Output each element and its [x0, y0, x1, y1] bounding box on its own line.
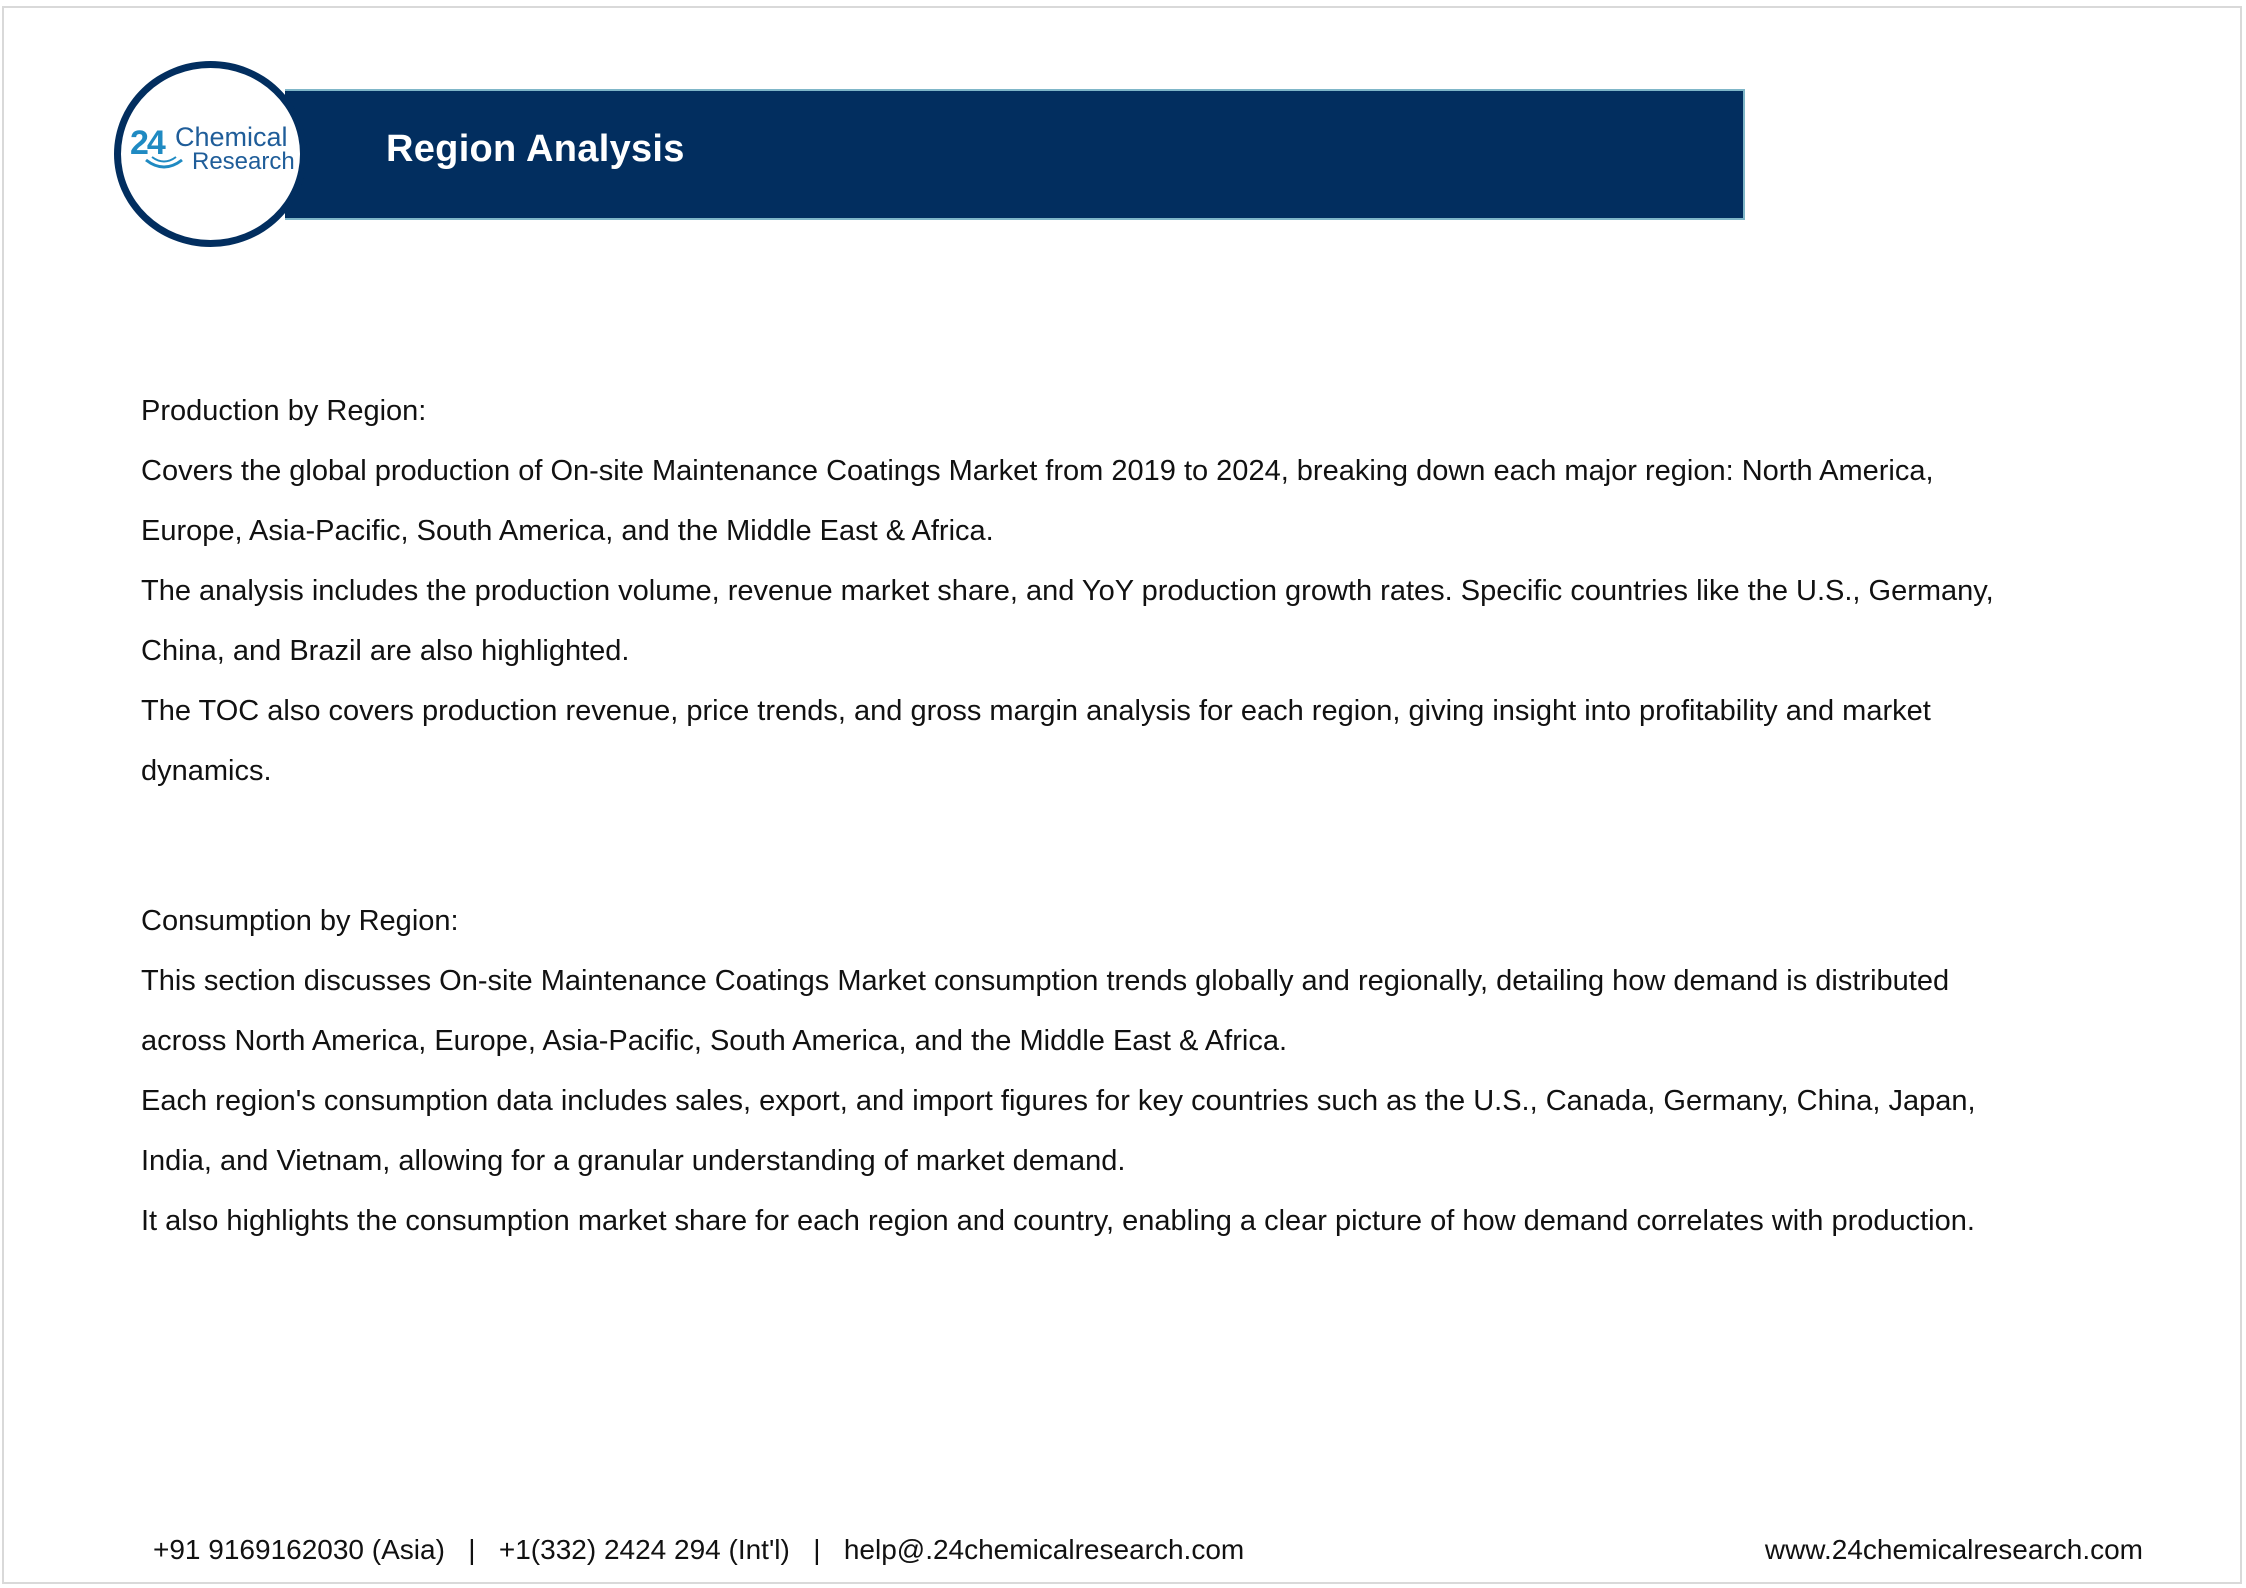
main-content: [141, 381, 2041, 1251]
section-heading: Consumption by Region:: [141, 905, 459, 937]
paragraph: This section discusses On-site Maintenance Coatings Market consumption trends globally and regionally, detailing how demand is distributed across North America, Europe, Asia-Pacific, South America, and the Middle East & Africa.: [141, 965, 1950, 1057]
footer-website-link[interactable]: www.24chemicalresearch.com: [1764, 1534, 2143, 1565]
footer-phone-intl: +1(332) 2424 294 (Int'l): [498, 1534, 790, 1565]
footer-phone-asia: +91 9169162030 (Asia): [153, 1534, 445, 1565]
section-production: [141, 381, 2041, 801]
paragraph: The TOC also covers production revenue, price trends, and gross margin analysis for each region, giving insight into profitability and market dynamics.: [141, 695, 1931, 787]
footer-email-link[interactable]: help@.24chemicalresearch.com: [843, 1534, 1245, 1565]
footer-contact: [153, 1534, 1244, 1566]
page-title: Region Analysis: [386, 128, 685, 170]
footer-separator: |: [468, 1534, 476, 1565]
footer-separator: |: [813, 1534, 821, 1565]
logo-swirl-icon: [144, 154, 184, 172]
logo-word-chemical: Chemical: [175, 122, 288, 152]
paragraph: It also highlights the consumption market share for each region and country, enabling a clear picture of how demand correlates with production.: [141, 1205, 1975, 1237]
section-consumption: [141, 891, 2041, 1251]
section-heading: Production by Region:: [141, 395, 427, 427]
logo-word-research: Research: [192, 148, 295, 175]
logo-number: 24: [130, 124, 164, 162]
paragraph: Covers the global production of On-site Maintenance Coatings Market from 2019 to 2024, breaking down each major region: North America, Europe, Asia-Pacific, South America, and the Middle East & Africa.: [141, 455, 1934, 547]
paragraph: The analysis includes the production volume, revenue market share, and YoY production growth rates. Specific countries like the U.S., Germany, China, and Brazil are also highlighted.: [141, 575, 1994, 667]
section-spacer: [141, 801, 2041, 891]
paragraph: Each region's consumption data includes sales, export, and import figures for key countries such as the U.S., Canada, Germany, China, Japan, India, and Vietnam, allowing for a granular understanding of market demand.: [141, 1085, 1976, 1177]
company-logo: [130, 120, 300, 180]
